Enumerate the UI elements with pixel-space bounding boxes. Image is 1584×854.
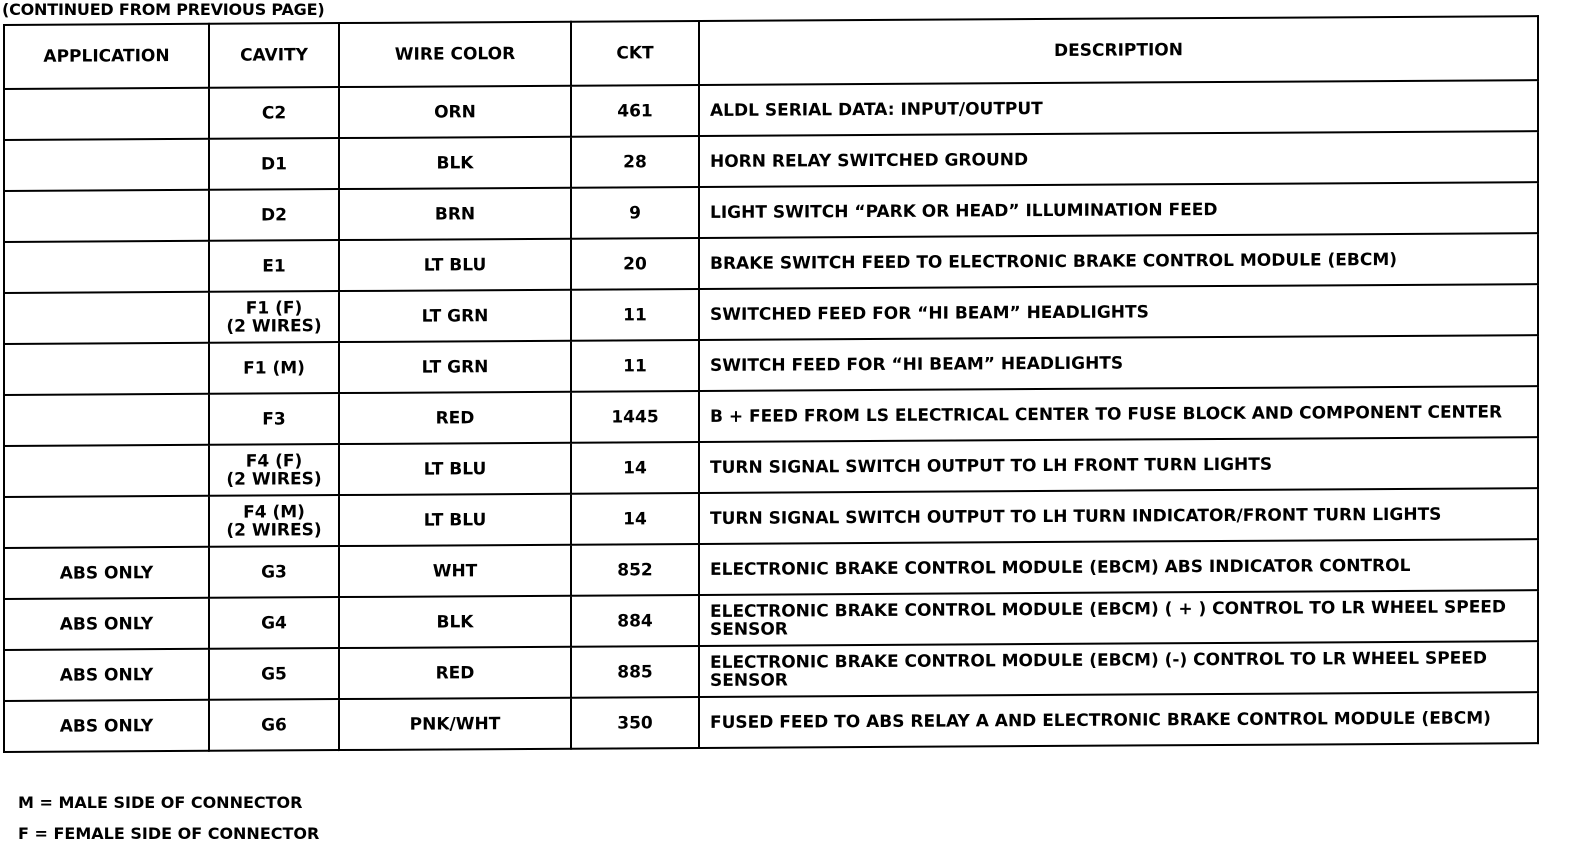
cavity-label: F1 (F) [245, 297, 303, 319]
cell-ckt: 20 [571, 238, 699, 290]
table-row [4, 590, 1538, 650]
continued-note: (CONTINUED FROM PREVIOUS PAGE) [2, 0, 325, 19]
cell-application: ABS ONLY [4, 547, 209, 599]
cell-wire-color: WHT [339, 545, 571, 597]
cavity-sublabel: (2 WIRES) [226, 468, 322, 490]
cell-cavity [209, 699, 339, 751]
cell-description: BRAKE SWITCH FEED TO ELECTRONIC BRAKE CONTROL MODULE (EBCM) [699, 233, 1538, 289]
table-header-row [4, 16, 1538, 89]
table-row [4, 692, 1538, 752]
cell-wire-color: ORN [339, 86, 571, 138]
cell-application [4, 241, 209, 293]
cell-application [4, 190, 209, 242]
cell-description: TURN SIGNAL SWITCH OUTPUT TO LH TURN INDICATOR/FRONT TURN LIGHTS [699, 488, 1538, 544]
cell-wire-color: LT BLU [339, 494, 571, 546]
cell-cavity [209, 444, 339, 496]
cell-description: TURN SIGNAL SWITCH OUTPUT TO LH FRONT TURN LIGHTS [699, 437, 1538, 493]
cell-description: SWITCHED FEED FOR “HI BEAM” HEADLIGHTS [699, 284, 1538, 340]
table-row [4, 233, 1538, 293]
cell-wire-color: BLK [339, 137, 571, 189]
table-row [4, 80, 1538, 140]
connector-table [3, 15, 1539, 753]
cavity-label: D2 [261, 204, 287, 226]
cell-application [4, 139, 209, 191]
cavity-label: F3 [262, 408, 286, 430]
cell-cavity [209, 240, 339, 292]
cell-application: ABS ONLY [4, 649, 209, 701]
cavity-label: G6 [261, 714, 287, 736]
table-row [4, 182, 1538, 242]
header-ckt: CKT [571, 21, 699, 86]
cell-application [4, 88, 209, 140]
cavity-label: G5 [261, 663, 287, 685]
cavity-sublabel: (2 WIRES) [226, 315, 322, 337]
cell-wire-color: RED [339, 647, 571, 699]
table-row [4, 335, 1538, 395]
cell-wire-color: LT BLU [339, 239, 571, 291]
cell-application [4, 343, 209, 395]
cell-wire-color: LT GRN [339, 341, 571, 393]
cell-ckt: 461 [571, 85, 699, 137]
table-row [4, 539, 1538, 599]
header-cavity: CAVITY [209, 23, 339, 88]
cell-cavity [209, 546, 339, 598]
table-row [4, 284, 1538, 344]
cell-description: ELECTRONIC BRAKE CONTROL MODULE (EBCM) ABS INDICATOR CONTROL [699, 539, 1538, 595]
header-application: APPLICATION [4, 24, 209, 89]
cavity-label: G4 [261, 612, 287, 634]
cavity-sublabel: (2 WIRES) [226, 519, 322, 541]
cell-wire-color: LT BLU [339, 443, 571, 495]
cell-ckt: 852 [571, 544, 699, 596]
cell-wire-color: RED [339, 392, 571, 444]
table-row [4, 131, 1538, 191]
legend-female: F = FEMALE SIDE OF CONNECTOR [18, 824, 320, 843]
cell-application: ABS ONLY [4, 598, 209, 650]
cell-cavity [209, 342, 339, 394]
cell-ckt: 884 [571, 595, 699, 647]
cell-ckt: 28 [571, 136, 699, 188]
cavity-label: F4 (F) [245, 450, 303, 472]
cell-wire-color: BRN [339, 188, 571, 240]
cell-application [4, 496, 209, 548]
cell-description: B + FEED FROM LS ELECTRICAL CENTER TO FUSE BLOCK AND COMPONENT CENTER [699, 386, 1538, 442]
table-row [4, 437, 1538, 497]
cell-cavity [209, 189, 339, 241]
cell-description: ELECTRONIC BRAKE CONTROL MODULE (EBCM) (-) CONTROL TO LR WHEEL SPEED SENSOR [699, 641, 1538, 697]
cell-ckt: 350 [571, 697, 699, 749]
cell-cavity [209, 393, 339, 445]
cell-description: LIGHT SWITCH “PARK OR HEAD” ILLUMINATION FEED [699, 182, 1538, 238]
table-row [4, 488, 1538, 548]
cell-wire-color: BLK [339, 596, 571, 648]
cell-cavity [209, 648, 339, 700]
cavity-label: F1 (M) [243, 357, 305, 379]
cell-description: ALDL SERIAL DATA: INPUT/OUTPUT [699, 80, 1538, 136]
table-row [4, 641, 1538, 701]
header-wire-color: WIRE COLOR [339, 22, 571, 87]
cell-application [4, 445, 209, 497]
cell-ckt: 14 [571, 493, 699, 545]
cavity-label: D1 [261, 153, 287, 175]
cell-wire-color: PNK/WHT [339, 698, 571, 750]
cell-ckt: 1445 [571, 391, 699, 443]
cell-ckt: 14 [571, 442, 699, 494]
cell-application [4, 292, 209, 344]
cell-description: FUSED FEED TO ABS RELAY A AND ELECTRONIC BRAKE CONTROL MODULE (EBCM) [699, 692, 1538, 748]
cell-ckt: 9 [571, 187, 699, 239]
cell-wire-color: LT GRN [339, 290, 571, 342]
cavity-label: C2 [261, 102, 287, 124]
cell-description: HORN RELAY SWITCHED GROUND [699, 131, 1538, 187]
cavity-label: E1 [262, 255, 286, 277]
legend-male: M = MALE SIDE OF CONNECTOR [18, 793, 303, 812]
cavity-label: G3 [261, 561, 287, 583]
cell-description: ELECTRONIC BRAKE CONTROL MODULE (EBCM) ( + ) CONTROL TO LR WHEEL SPEED SENSOR [699, 590, 1538, 646]
header-description: DESCRIPTION [699, 16, 1538, 85]
cell-cavity [209, 138, 339, 190]
cell-ckt: 11 [571, 340, 699, 392]
cell-cavity [209, 495, 339, 547]
cell-ckt: 885 [571, 646, 699, 698]
cell-ckt: 11 [571, 289, 699, 341]
cell-description: SWITCH FEED FOR “HI BEAM” HEADLIGHTS [699, 335, 1538, 391]
cell-cavity [209, 291, 339, 343]
cell-application: ABS ONLY [4, 700, 209, 752]
cell-application [4, 394, 209, 446]
cavity-label: F4 (M) [243, 501, 305, 523]
table-row [4, 386, 1538, 446]
cell-cavity [209, 87, 339, 139]
cell-cavity [209, 597, 339, 649]
